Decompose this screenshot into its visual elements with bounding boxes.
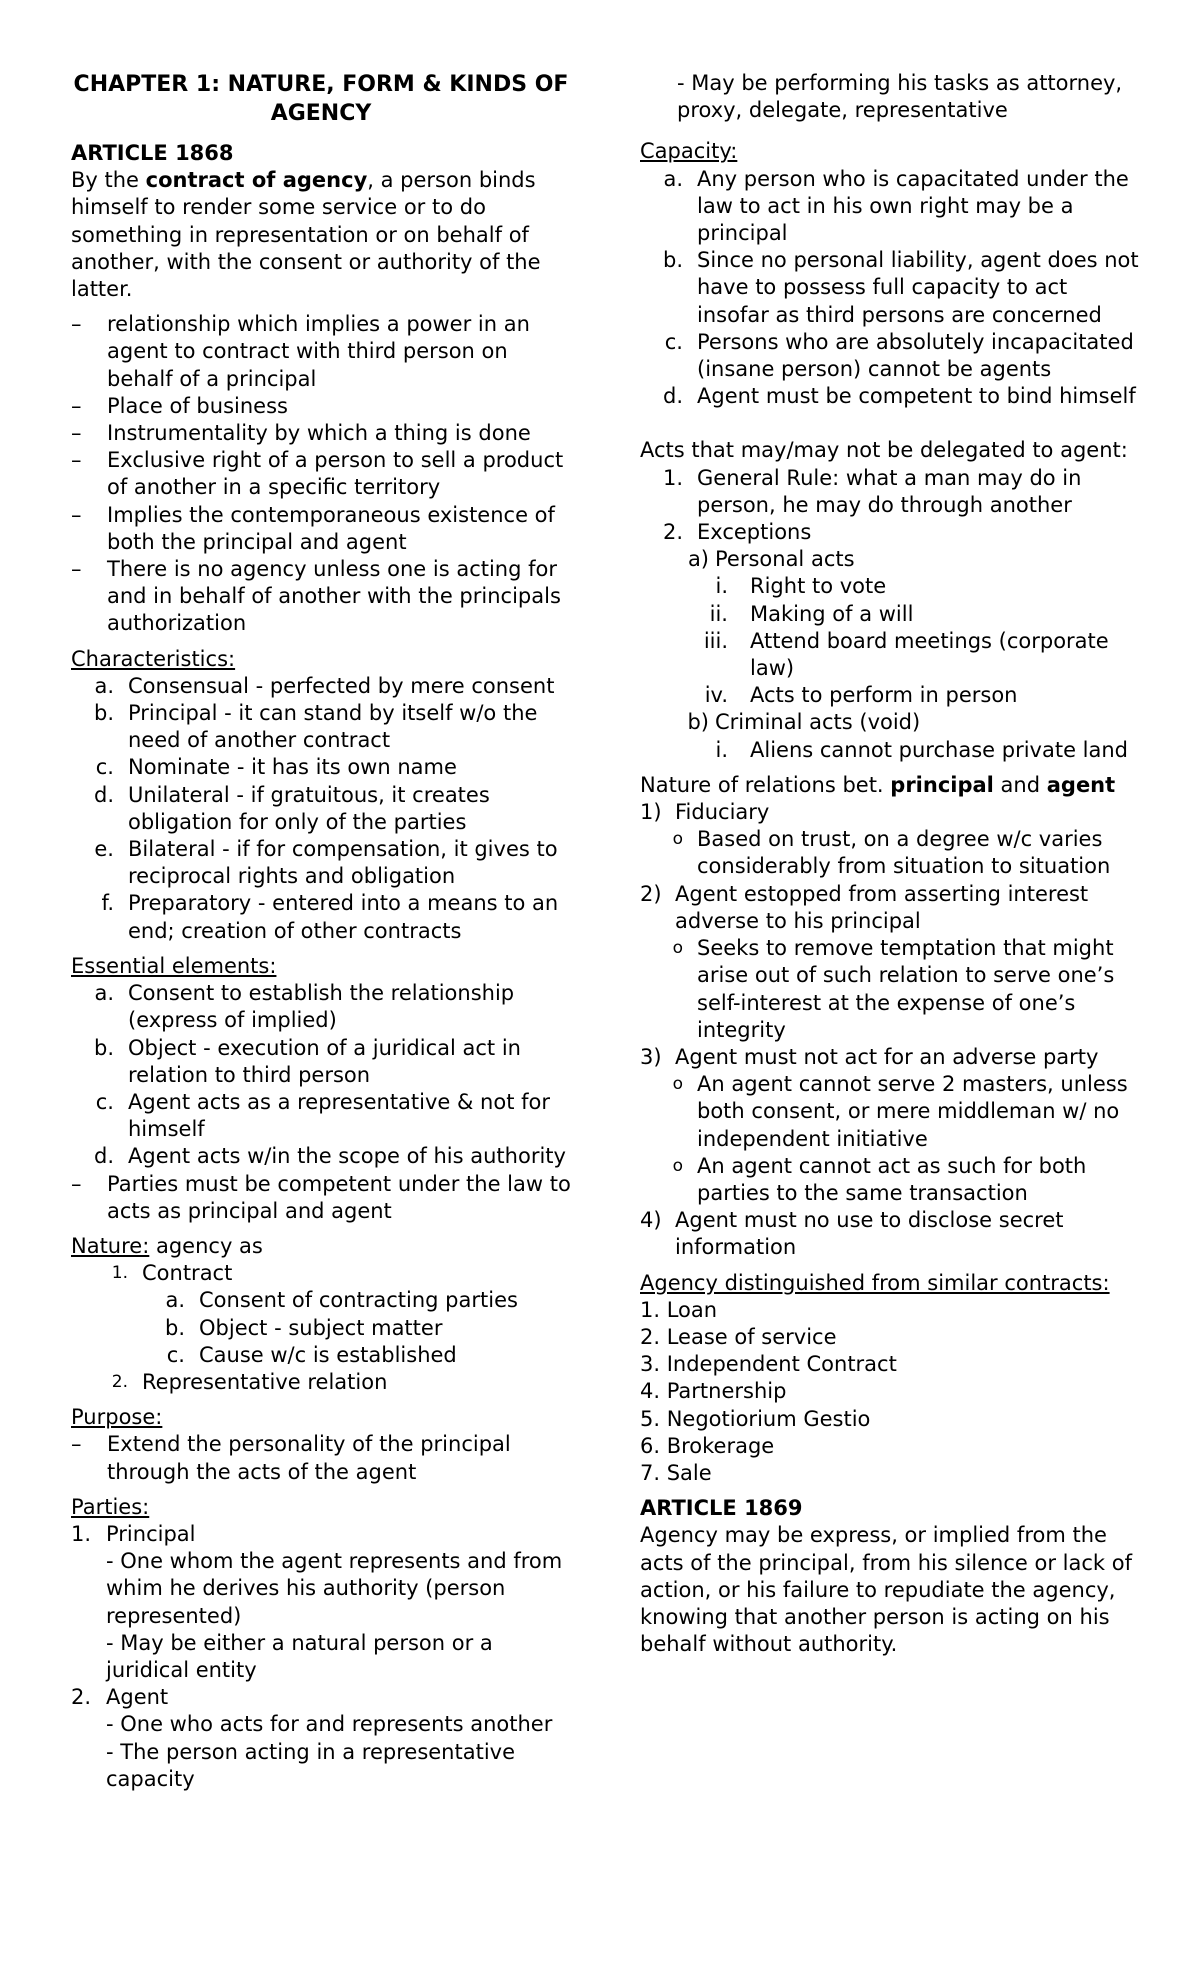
capacity-list — [640, 166, 1145, 411]
list-item: i. Aliens cannot purchase private land — [715, 737, 1129, 762]
list-item: 1. Loan — [640, 1297, 718, 1322]
list-item: i. Right to vote — [715, 574, 887, 599]
delegation-heading: Acts that may/may not be delegated to agent: — [640, 438, 1128, 463]
purpose-heading: Purpose: — [71, 1405, 163, 1430]
list-item: a. Consensual - perfected by mere consent — [94, 673, 555, 698]
article-1869-heading: ARTICLE 1869 — [640, 1496, 803, 1521]
list-item: – Instrumentality by which a thing is done — [71, 421, 531, 446]
list-item: d. Agent acts w/in the scope of his authority — [93, 1144, 566, 1169]
list-item: 7. Sale — [640, 1460, 712, 1485]
right-column — [640, 70, 1145, 1658]
list-item: o Based on trust, on a degree w/c varies considerably from situation to situation — [672, 827, 1111, 879]
list-item: 1. Principal - One whom the agent represents and from whim he derives his authority (person represented) - May be either a natural person or a juridical entity — [71, 1521, 563, 1682]
delegation-list — [640, 465, 1145, 764]
list-item: – Exclusive right of a person to sell a product of another in a specific territory — [71, 448, 564, 500]
distinguished-list — [640, 1297, 1145, 1487]
list-item: 4) Agent must no use to disclose secret information — [640, 1208, 1064, 1260]
list-item: 2) Agent estopped from asserting interest adverse to his principal — [640, 881, 1089, 933]
article-1868-text: By the contract of agency, a person binds himself to render some service or to do something in representation or on behalf of another, with the consent or authority of the latter. — [71, 168, 541, 302]
list-item: o An agent cannot serve 2 masters, unless both consent, or mere middleman w/ no independent initiative — [672, 1072, 1128, 1151]
agent-continued-text: - May be performing his tasks as attorney, proxy, delegate, representative — [677, 71, 1123, 123]
definition-dash-list — [71, 311, 571, 637]
list-item: 3) Agent must not act for an adverse party — [640, 1044, 1099, 1069]
characteristics-heading: Characteristics: — [71, 646, 236, 671]
list-item: – relationship which implies a power in an agent to contract with third person on behalf of a principal — [71, 312, 530, 391]
list-item: c. Cause w/c is established — [166, 1342, 457, 1367]
nature-list — [71, 1260, 571, 1396]
list-item: a. Any person who is capacitated under the law to act in his own right may be a principal — [663, 166, 1129, 246]
list-item: a. Consent of contracting parties — [165, 1288, 518, 1313]
list-item: c. Persons who are absolutely incapacitated (insane person) cannot be agents — [664, 329, 1134, 382]
relations-heading: Nature of relations bet. principal and agent — [640, 772, 1116, 797]
list-item: – Place of business — [71, 393, 288, 418]
list-item: 6. Brokerage — [640, 1433, 775, 1458]
list-item: c. Nominate - it has its own name — [95, 755, 457, 780]
relations-list — [640, 799, 1145, 1261]
list-item: – Implies the contemporaneous existence of both the principal and agent — [71, 502, 555, 554]
distinguished-heading: Agency distinguished from similar contracts: — [640, 1270, 1110, 1295]
list-item: iii. Attend board meetings (corporate law) — [703, 628, 1109, 681]
list-item: a) Personal acts — [687, 547, 855, 572]
article-1868-heading: ARTICLE 1868 — [71, 141, 234, 165]
left-column — [71, 70, 571, 1793]
list-item: o An agent cannot act as such for both parties to the same transaction — [672, 1153, 1087, 1205]
essential-elements-list — [71, 980, 571, 1225]
essential-elements-heading: Essential elements: — [71, 953, 277, 978]
contract-of-agency-term: contract of agency — [145, 168, 368, 193]
nature-heading: Nature: agency as — [71, 1233, 263, 1258]
list-item: 2. Exceptions — [662, 520, 812, 545]
parties-heading: Parties: — [71, 1494, 150, 1519]
list-item: – There is no agency unless one is acting for and in behalf of another with the principals authorization — [71, 557, 561, 636]
list-item: 2. Representative relation — [111, 1369, 388, 1394]
list-item: 2. Agent - One who acts for and represents another - The person acting in a representative capacity — [71, 1685, 553, 1791]
list-item: d. Unilateral - if gratuitous, it creates obligation for only of the parties — [93, 782, 490, 834]
list-item: 5. Negotiorium Gestio — [640, 1406, 871, 1431]
parties-list — [71, 1521, 571, 1793]
list-item: 1) Fiduciary — [640, 800, 770, 825]
list-item: – Extend the personality of the principal through the acts of the agent — [71, 1432, 511, 1484]
list-item: a. Consent to establish the relationship (express of implied) — [94, 981, 515, 1033]
list-item: 3. Independent Contract — [640, 1352, 897, 1377]
list-item: ii. Making of a will — [709, 601, 914, 626]
list-item: d. Agent must be competent to bind himself — [662, 384, 1136, 409]
article-1869-text: Agency may be express, or implied from the acts of the principal, from his silence or lack of action, or his failure to repudiate the agency, knowing that another person is acting on his behalf without authority. — [640, 1523, 1132, 1657]
characteristics-list — [71, 673, 571, 945]
list-item: 1. Contract — [111, 1261, 233, 1286]
list-item: f. Preparatory - entered into a means to an end; creation of other contracts — [101, 891, 559, 943]
capacity-heading: Capacity: — [640, 139, 738, 164]
list-item: b. Object - execution of a juridical act in relation to third person — [93, 1035, 521, 1087]
list-item: 2. Lease of service — [640, 1324, 837, 1349]
list-item: o Seeks to remove temptation that might arise out of such relation to serve one’s self-interest at the expense of one’s integrity — [672, 936, 1115, 1042]
list-item: e. Bilateral - if for compensation, it gives to reciprocal rights and obligation — [94, 837, 558, 889]
list-item: b. Principal - it can stand by itself w/o the need of another contract — [93, 701, 538, 753]
list-item: 1. General Rule: what a man may do in person, he may do through another — [662, 465, 1082, 517]
list-item: b. Since no personal liability, agent does not have to possess full capacity to act insofar as third persons are concerned — [662, 248, 1139, 327]
chapter-title: CHAPTER 1: NATURE, FORM & KINDS OF AGENCY — [73, 72, 569, 126]
list-item: – Parties must be competent under the law to acts as principal and agent — [71, 1171, 571, 1223]
list-item: c. Agent acts as a representative & not for himself — [95, 1089, 550, 1142]
list-item: b. Object - subject matter — [164, 1315, 443, 1340]
list-item: b) Criminal acts (void) — [687, 710, 921, 735]
list-item: iv. Acts to perform in person — [704, 683, 1018, 708]
list-item: 4. Partnership — [640, 1379, 787, 1404]
